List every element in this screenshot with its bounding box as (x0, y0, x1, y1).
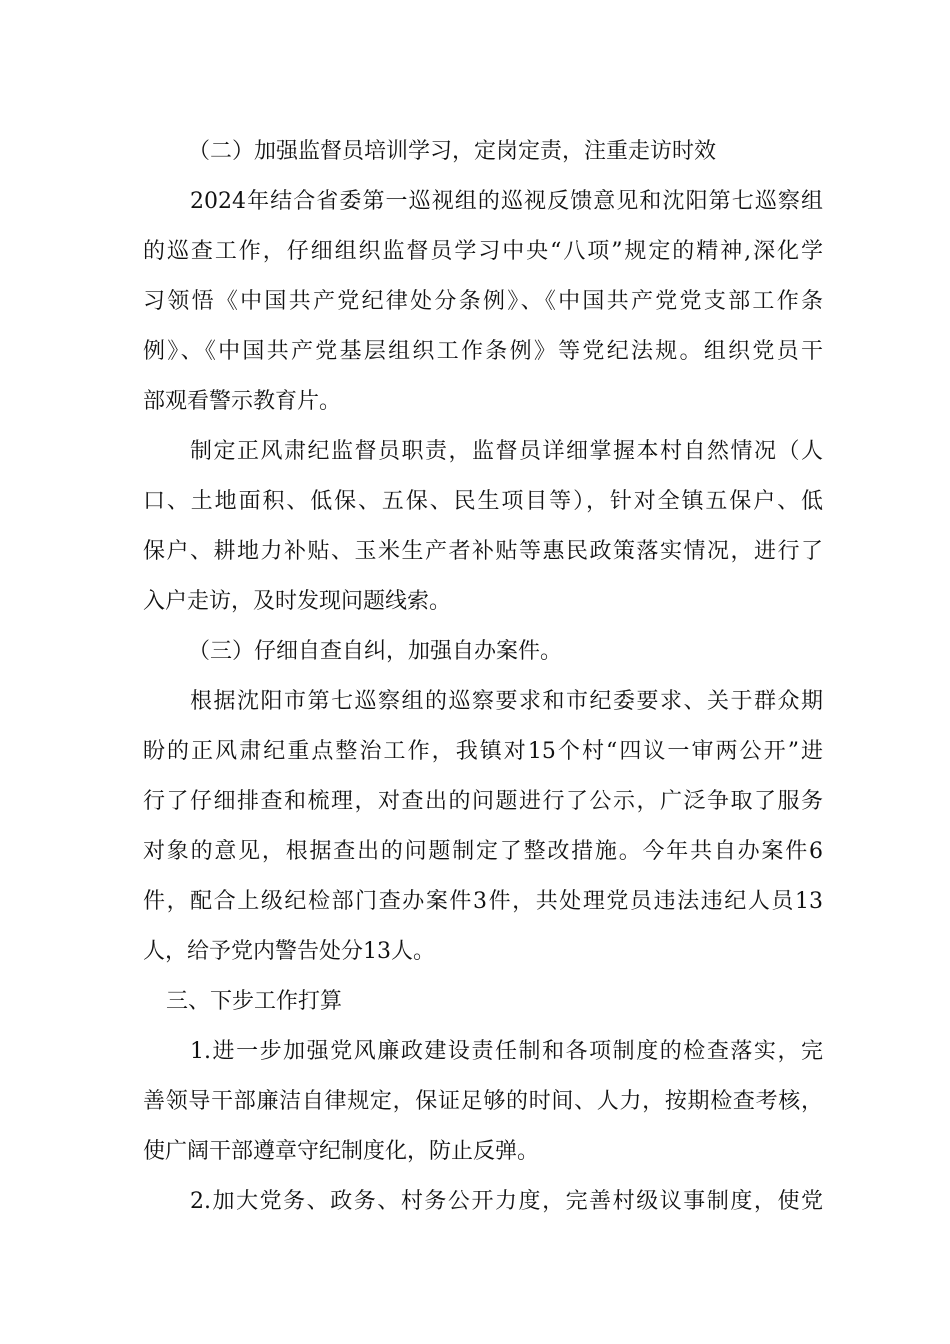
paragraph-line: 习领悟《中国共产党纪律处分条例》、《中国共产党党支部工作条 (143, 289, 823, 314)
section-heading-2: （二）加强监督员培训学习，定岗定责，注重走访时效 (188, 139, 717, 164)
paragraph-line: 2024年结合省委第一巡视组的巡视反馈意见和沈阳第七巡察组 (190, 189, 823, 214)
paragraph-line: 例》、《中国共产党基层组织工作条例》等党纪法规。组织党员干 (143, 339, 823, 364)
paragraph-line: 对象的意见，根据查出的问题制定了整改措施。今年共自办案件6 (143, 839, 823, 864)
paragraph-line: 行了仔细排查和梳理，对查出的问题进行了公示，广泛争取了服务 (143, 789, 823, 814)
paragraph-line: 人，给予党内警告处分13人。 (143, 939, 435, 964)
paragraph-line: 保户、耕地力补贴、玉米生产者补贴等惠民政策落实情况，进行了 (143, 539, 823, 564)
paragraph-line: 善领导干部廉洁自律规定，保证足够的时间、人力，按期检查考核， (143, 1089, 823, 1114)
paragraph-line: 入户走访，及时发现问题线索。 (143, 589, 452, 614)
paragraph-line: 件，配合上级纪检部门查办案件3件，共处理党员违法违纪人员13 (143, 889, 823, 914)
paragraph-line: 使广阔干部遵章守纪制度化，防止反弹。 (143, 1139, 540, 1164)
section-heading-3: （三）仔细自查自纠，加强自办案件。 (188, 639, 563, 664)
paragraph-line: 2.加大党务、政务、村务公开力度，完善村级议事制度，使党 (190, 1189, 823, 1214)
paragraph-line: 口、土地面积、低保、五保、民生项目等），针对全镇五保户、低 (143, 489, 823, 514)
paragraph-line: 制定正风肃纪监督员职责，监督员详细掌握本村自然情况（人 (190, 439, 823, 464)
paragraph-line: 根据沈阳市第七巡察组的巡察要求和市纪委要求、关于群众期 (190, 689, 823, 714)
paragraph-line: 盼的正风肃纪重点整治工作，我镇对15个村“四议一审两公开”进 (143, 739, 823, 764)
paragraph-line: 部观看警示教育片。 (143, 389, 342, 414)
paragraph-line: 1.进一步加强党风廉政建设责任制和各项制度的检查落实，完 (190, 1039, 823, 1064)
section-heading-next-steps: 三、下步工作打算 (166, 989, 343, 1014)
paragraph-line: 的巡查工作，仔细组织监督员学习中央“八项”规定的精神,深化学 (143, 239, 823, 264)
